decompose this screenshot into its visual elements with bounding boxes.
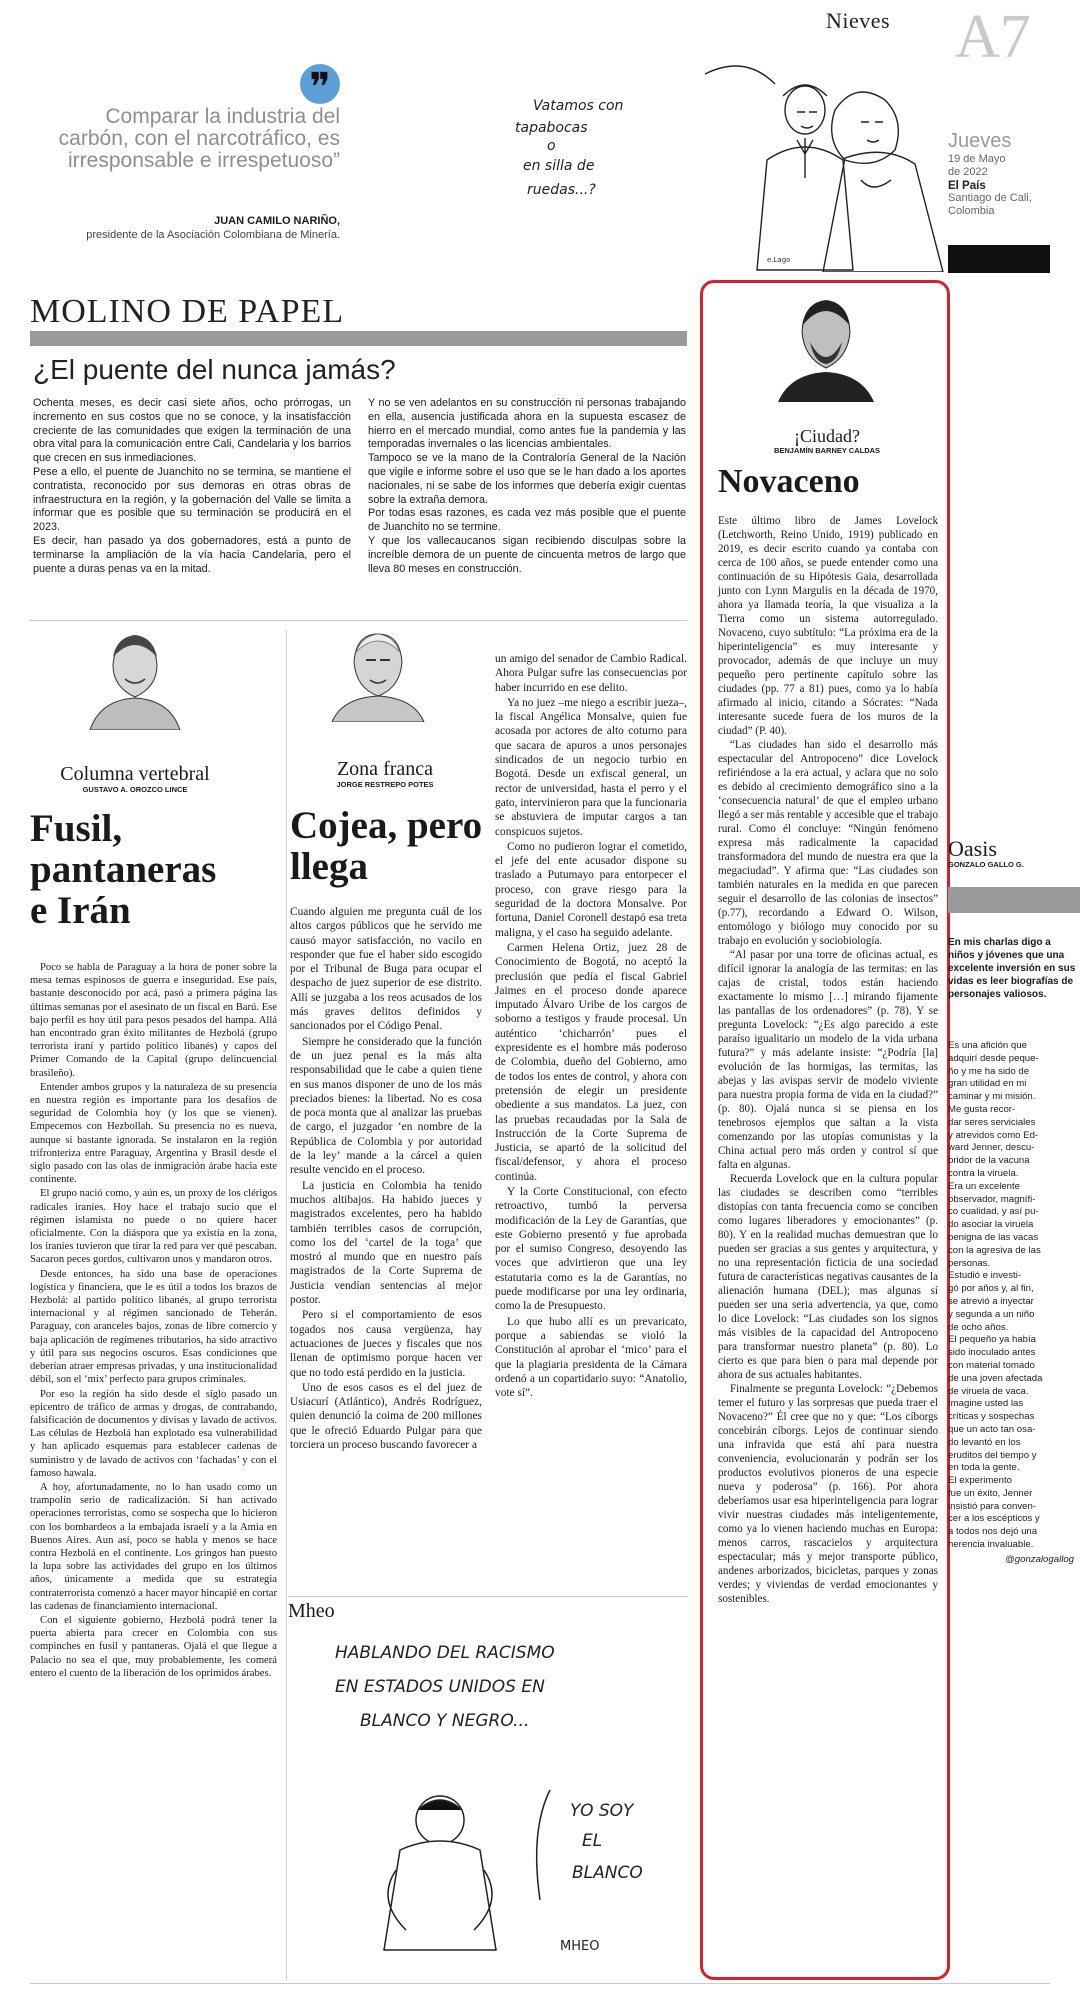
oasis-line: contra la viruela. bbox=[948, 1167, 1019, 1179]
oasis-line: eruditos del tiempo y bbox=[948, 1449, 1037, 1461]
oasis-line: Imagine usted las bbox=[948, 1398, 1024, 1410]
section-rule bbox=[30, 331, 687, 346]
mheo-signature: MHEO bbox=[560, 1939, 600, 1954]
column-author: GUSTAVO A. OROZCO LINCE bbox=[82, 785, 188, 794]
editorial-para: Y que los vallecaucanos sigan recibiendo disculpas sobre la increíble demora de un puente de cincuenta metros de largo que lleva 80 meses en construcción. bbox=[368, 534, 686, 575]
date-label: 19 de Mayo de 2022 bbox=[948, 153, 1006, 178]
article-para: “Las ciudades han sido el desarrollo más espectacular del Antropoceno” dice Lovelock refiriéndose a la era actual, y aclara que no solo es debido al crecimiento demográfico sino a la ‘consecuencia natural’ de que el empleo urbano llegó a ser más rentable y accesible que el trabajo rural. Como él concluye: “Ningún fenómeno expresa más radicalmente la capacidad transformadora del mundo de nuestra era que la megaciudad”. Y afirma que: “Las ciudades son también naturales en la medida en que parecen seguir el desarrollo de las colonias de insectos” (p.77), recordando a Edward O. Wilson, entomólogo y biólogo muy conocido por su trabajo en evolución y sociobiología. bbox=[718, 739, 938, 947]
oasis-line: en toda la gente. bbox=[948, 1462, 1020, 1474]
paper-label: El País bbox=[948, 180, 986, 192]
editorial-para: Pese a ello, el puente de Juanchito no se termina, se mantiene el contratista, reconocido por sus demoras en otras obras de infraestructura en la región, y la gobernación del Valle se limita a informar que es posible que su terminación se producirá en el 2023. bbox=[33, 465, 351, 534]
date-block bbox=[948, 130, 1078, 218]
oasis-line: gó por años y, al fin, bbox=[948, 1283, 1034, 1295]
oasis-line: insistió para conven- bbox=[948, 1500, 1036, 1512]
place-label: Santiago de Cali, Colombia bbox=[948, 192, 1032, 217]
article-body-col-1 bbox=[290, 905, 482, 1453]
article-para: Lo que hubo allí es un prevaricato, porque a sabiendas se violó la Constitución al aprobar el ‘mico’ para el que la plagiaria presidenta de la Cámara ordenó a un copartidario suyo: “Anatolio, vote sí”. bbox=[495, 1315, 687, 1400]
divider bbox=[30, 1983, 1050, 1984]
article-para: Desde entonces, ha sido una base de operaciones logística y financiera, que le es útil a todos los brazos de Hezbolá: al partido político libanés, al grupo terrorista internacional y al régimen sancionado de Teherán. Paraguay, con aranceles bajos, zonas de libre comercio y baja aplicación de regímenes tributarios, ha sido atractivo y útil para sus negocios oscuros. Esas condiciones que deberían atraer empresas privadas, y una institucionalidad débil, son el ‘mix’ perfecto para grupos criminales. bbox=[30, 1268, 277, 1386]
article-para: Poco se habla de Paraguay a la hora de poner sobre la mesa temas espinosos de guerra e inseguridad. Ese país, bastante desconocido por acá, pasó a primera página las últimas semanas por el asesinato de un fiscal en Barú. Ese bajo perfil es hoy útil para pesos pesados del hampa. Allá han encontrado gran éxito militantes de Hezbolá (grupo terrorista iraní y partido político libanés) y capos del Primer Comando de la Capital (grupo delincuencial brasileño). bbox=[30, 962, 277, 1079]
oasis-line: que un acto tan osa- bbox=[948, 1423, 1036, 1435]
quote-text: Comparar la industria del carbón, con el narcotráfico, es irresponsable e irrespetuoso” bbox=[58, 105, 340, 172]
article-para: Cuando alguien me pregunta cuál de los altos cargos públicos que he servido me causó mayor satisfacción, no vacilo en responder que fue el haber sido escogido por el Tribunal de Buga para ocupar el despacho de juez superior de ese distrito. Allí se juzgaba a los reos acusados de los más graves delitos definidos y sancionados por el Código Penal. bbox=[290, 906, 482, 1033]
divider bbox=[30, 620, 687, 621]
oasis-line: Es una afición que bbox=[948, 1040, 1027, 1051]
column-name: Zona franca bbox=[336, 758, 434, 780]
oasis-line: cer a los escépticos y bbox=[948, 1513, 1040, 1525]
oasis-line: críticas y sospechas bbox=[948, 1411, 1035, 1423]
article-body bbox=[718, 514, 938, 1606]
column-name: ¡Ciudad? bbox=[794, 426, 860, 446]
editorial-para: Y no se ven adelantos en su construcción ni personas trabajando en ella, ausencia justificada ahora en la supuesta escasez de hierro en el mercado mundial, como antes fue la pandemia y las temporadas invernales o las licencias ambientales. bbox=[368, 397, 686, 451]
oasis-line: de una joven afectada bbox=[948, 1372, 1043, 1384]
oasis-line: y segunda a un niño bbox=[948, 1308, 1035, 1320]
author-photo bbox=[80, 625, 190, 730]
article-para: Carmen Helena Ortiz, juez 28 de Conocimiento de Bogotá, no aceptó la preclusión que pedía el fiscal Gabriel Jaimes en el proceso donde aparece imputado Álvaro Uribe de los cargos de soborno a testigos y fraude procesal. Un auténtico ‘chicharrón’ pues el expresidente es el hombre más poderoso de Colombia, dueño del Gobierno, amo de todos los entes de control, y ahora con pretensión de elegir un presidente obediente a sus mandatos. La juez, con las pruebas recaudadas por la Sala de Instrucción de la Corte Suprema de Justicia, se apartó de la solicitud del fiscal/defensor, y ahora el proceso continúa. bbox=[495, 941, 687, 1183]
oasis-line: do levantó en los bbox=[948, 1436, 1021, 1448]
cartoon-signature: e.Lago bbox=[767, 256, 791, 264]
article-para: Finalmente se pregunta Lovelock: “¿Debemos temer el futuro y las sorpresas que pueda traer el Novaceno?” Él cree que no y que: “Los cíborgs concebirán cíborgs. Lejos de continuar siendo una infravida que está ahí para nuestra conveniencia, evolucionarán y podrán ser los productos evolutivos pioneros de una especie nueva y poderosa” (p. 166). Por ahora deberíamos usar esa hiperinteligencia para lograr vivir nuestras ciudades más inteligentemente, como ya lo vienen haciendo muchas en Europa: menos carros, rascacielos y arquitectura espectacular; más y mejor transporte público, andenes arborizados, bicicletas, parques y zonas verdes; y viviendas de verdad emocionantes y sostenibles. bbox=[718, 1383, 938, 1605]
quote-role: presidente de la Asociación Colombiana de Minería. bbox=[86, 229, 340, 241]
column-author: GONZALO GALLO G. bbox=[948, 860, 1024, 869]
mheo-line-1: HABLANDO DEL RACISMO bbox=[335, 1643, 555, 1663]
oasis-body bbox=[948, 1040, 1080, 1567]
article-para: Entender ambos grupos y la naturaleza de su presencia en nuestra región es importante para los desafíos de seguridad de Colombia hoy (y los que se vienen). Empecemos con Hezbollah. Su presencia no es nueva, aunque sí bastante ignorada. Se instalaron en la región trifronteriza entre Paraguay, Argentina y Brasil desde el siglo pasado con las olas de inmigración árabe hacia este continente. bbox=[30, 1081, 277, 1186]
oasis-line: benigna de las vacas bbox=[948, 1231, 1039, 1243]
column-author: BENJAMÍN BARNEY CALDAS bbox=[773, 446, 881, 455]
cartoon-label: Mheo bbox=[288, 1600, 335, 1622]
oasis-line: con material tomado bbox=[948, 1359, 1035, 1371]
section-title: MOLINO DE PAPEL bbox=[30, 293, 345, 330]
editorial-para: Por todas esas razones, es cada vez más posible que el puente de Juanchito no se termine. bbox=[368, 507, 686, 534]
oasis-line: ño y me ha sido de bbox=[948, 1065, 1030, 1077]
article-para: Pero si el comportamiento de esos togados nos causa vergüenza, hay actuaciones de jueces y fiscales que nos llenan de optimismo porque hacen ver que no todo está perdido en la justicia. bbox=[290, 1309, 482, 1379]
article-para: Como no pudieron lograr el cometido, el jefe del ente acusador dispone su traslado a Putumayo para entorpecer el proceso, con grave riesgo para la seguridad de la doctora Monsalve. Por fortuna, Daniel Coronell destapó esa treta maligna, y el caso ha seguido adelante. bbox=[495, 840, 687, 939]
section-name: Nieves bbox=[826, 8, 891, 33]
oasis-line: personas. bbox=[948, 1257, 991, 1269]
quote-author: JUAN CAMILO NARIÑO, bbox=[214, 215, 340, 227]
oasis-line: adquirí desde peque- bbox=[948, 1052, 1039, 1064]
article-para: El grupo nació como, y aún es, un proxy de los clérigos radicales iraníes. Hoy hace el trabajo sucio que el régimen islamista no puede o no quiere hacer oficialmente. Con la diáspora que ya existía en la zona, los iraníes tuvieron que tirar la red para ver qué pescaban. Sacaron peces gordos, cultivaron unos y mandaron otros. bbox=[30, 1188, 277, 1266]
oasis-line: El pequeño ya había bbox=[948, 1334, 1037, 1346]
oasis-line: de ocho años. bbox=[948, 1321, 1009, 1333]
oasis-line: Era un excelente bbox=[948, 1180, 1020, 1192]
article-para: Este último libro de James Lovelock (Letchworth, Reino Unido, 1919) publicado en 2019, es decir escrito cuando ya contaba con cerca de 100 años, se puede entender como una continuación de su Hipótesis Gaia, desarrollada junto con Lynn Margulis en la década de 1970, ahora ya llamada teoría, la que visualiza a la Tierra como un sistema autorregulado. Novaceno, cuyo subtítulo: “La próxima era de la hiperinteligencia” es muy interesante y provocador, además de que incluye un muy pequeño pero pertinente capítulo sobre las ciudades (pp. 77 a 81) pues, como ya lo había afirmado al inicio, citando a Sócrates: “Nada interesante sucede fuera de los muros de la ciudad” (P. 40). bbox=[718, 515, 938, 737]
oasis-line: El experimento bbox=[948, 1475, 1012, 1487]
column-author: JORGE RESTREPO POTES bbox=[336, 780, 434, 789]
oasis-line: y atrevidos como Ed- bbox=[948, 1129, 1039, 1141]
oasis-line: caminar y mi misión. bbox=[948, 1091, 1036, 1103]
editorial-para: Ochenta meses, es decir casi siete años, ocho prórrogas, un incremento en sus costos que no se conoce, y la insatisfacción creciente de las comunidades que exigen la terminación de una obra vital para la comunicación entre Cali, Candelaria y los barrios que crecen en sus inmediaciones. bbox=[33, 397, 351, 465]
oasis-line: sido inoculado antes bbox=[948, 1347, 1036, 1359]
article-body-col-2 bbox=[495, 652, 687, 1401]
article-body bbox=[30, 961, 277, 1681]
mheo-bubble-1: YO SOY bbox=[570, 1801, 634, 1821]
mheo-line-2: EN ESTADOS UNIDOS EN bbox=[335, 1677, 545, 1697]
article-para: “Al pasar por una torre de oficinas actual, es difícil ignorar la analogía de las termitas: en las cajas de cristal, todos están haciendo exactamente lo mismo […] mirando fijamente las pantallas de los ordenadores” (p. 78). Y se pregunta Lovelock: “¿Es algo parecido a este paraíso igualitario un modelo de la vida urbana futura?” y más adelante insiste: “¿Podría [la] evolución de las hormigas, las termitas, las abejas y las avispas servir de modelo viviente para nuestra propia forma de vida en la ciudad?” (p. 80). Ojalá nunca si se piensa en los tenebrosos ejemplos que saltan a la vista comenzando por las utopías comunistas y la China actual pero más orden y control sí que falta en algunas. bbox=[718, 949, 938, 1171]
oasis-line: a todos nos dejó una bbox=[948, 1526, 1038, 1538]
oasis-line: do asociar la viruela bbox=[948, 1219, 1034, 1231]
editorial-headline: ¿El puente del nunca jamás? bbox=[33, 354, 396, 385]
article-para: Por eso la región ha sido desde el siglo pasado un epicentro de tráfico de armas y drogas, de contrabando, falsificación de documentos y divisas y lavado de activos. Las células de Hezbolá han explotado esa vulnerabilidad y han aplicado esquemas para establecer cadenas de suministro y de lavado de activos con ‘fachadas’ y con el famoso hawala. bbox=[30, 1388, 277, 1479]
oasis-rule bbox=[948, 887, 1080, 913]
oasis-line: co cualidad, y así pu- bbox=[948, 1206, 1039, 1218]
article-para: Recuerda Lovelock que en la cultura popular las ciudades se describen como “terribles distopías con tanta frecuencia como se conciben como lugares liberadores y emocionantes” (p. 80). Y en la realidad muchas demuestran que lo pueden ser gracias a sus gentes y arquitectura, y no una representación ficticia de una sociedad futura de características negativas causantes de la alienación humana (DEL); mas algunas sí pueden ser una seria advertencia, ya que, como lo dice Lovelock: “Las ciudades son los signos más visibles de la capacidad del Antropoceno para transformar nuestro planeta” (p. 80). Lo cierto es que para bien o para mal depende por ahora de sus actuales habitantes. bbox=[718, 1173, 938, 1381]
article-headline: Cojea, pero llega bbox=[290, 804, 483, 888]
author-photo bbox=[776, 292, 876, 402]
editorial-para: Es decir, han pasado ya dos gobernadores, está a punto de terminarse la ampliación de la vía hacia Candelaria, pero el puente a duras penas va en la mitad. bbox=[33, 534, 351, 575]
oasis-line: bridor de la vacuna bbox=[948, 1155, 1030, 1167]
oasis-lead: En mis charlas digo a niños y jóvenes que una excelente inversión en sus vidas es leer biografías de personajes valiosos. bbox=[948, 937, 1076, 1000]
day-label: Jueves bbox=[948, 130, 1012, 152]
article-para: un amigo del senador de Cambio Radical. Ahora Pulgar sufre las consecuencias por haber incurrido en ese delito. bbox=[495, 653, 687, 694]
editorial-col-1 bbox=[33, 397, 351, 576]
cartoon-line-2: tapabocas bbox=[515, 120, 588, 136]
editorial-para: Tampoco se ve la mano de la Contraloría General de la Nación que vigile e informe sobre el uso que se le han dado a los aportes nacionales, ni se sabe de los informes que debería exigir cuentas sobre la extraña demora. bbox=[368, 452, 686, 506]
black-bar bbox=[948, 245, 1050, 273]
mheo-bubble-3: BLANCO bbox=[572, 1863, 643, 1883]
cartoon-line-4: en silla de bbox=[523, 158, 595, 174]
oasis-line: observador, magnífi- bbox=[948, 1193, 1036, 1205]
oasis-line: herencia invaluable. bbox=[948, 1539, 1034, 1551]
article-para: Con el siguiente gobierno, Hezbolá podrá tener la puerta abierta para crecer en Colombia con sus compinches en fusil y pantaneras. Ojalá el que llegue a Palacio no sea el que, muy probablemente, les comerá entero el cuento de la liberación de los oprimidos árabes. bbox=[30, 1614, 277, 1679]
column-name: Columna vertebral bbox=[60, 763, 210, 785]
page-number: A7 bbox=[955, 3, 1031, 71]
oasis-handle: @gonzalogallog bbox=[1005, 1553, 1074, 1565]
column-divider bbox=[286, 630, 287, 1980]
article-para: Uno de esos casos es el del juez de Usiacurí (Atlántico), Andrés Rodríguez, quien denunció la coima de 200 millones que le ofreció Eduardo Pulgar para que torciera un proceso buscando favorecer a bbox=[290, 1381, 482, 1451]
oasis-line: con la agresiva de las bbox=[948, 1244, 1041, 1256]
editorial-col-2 bbox=[368, 397, 686, 576]
oasis-line: gran utilidad en mi bbox=[948, 1078, 1027, 1090]
oasis-line: Estudió e investi- bbox=[948, 1270, 1022, 1282]
mheo-bubble-2: EL bbox=[582, 1831, 603, 1851]
oasis-line: de viruela de vaca. bbox=[948, 1385, 1029, 1397]
divider bbox=[288, 1596, 688, 1597]
article-headline: Fusil, pantaneras e Irán bbox=[30, 807, 217, 932]
oasis-line: ward Jenner, descu- bbox=[948, 1142, 1035, 1154]
article-para: Y la Corte Constitucional, con efecto retroactivo, tumbó la perversa modificación de la Ley de Garantías, que este Gobierno presentó y fue aprobada por el sumiso Congreso, desoyendo las voces que advirtieron que una ley estatutaria como es la de Garantías, no puede modificarse por una ley ordinaria, como la de Presupuesto. bbox=[495, 1185, 687, 1313]
mheo-line-3: BLANCO Y NEGRO... bbox=[360, 1711, 530, 1731]
article-headline: Novaceno bbox=[718, 463, 860, 500]
cartoon-line-3: o bbox=[547, 138, 556, 154]
article-para: La justicia en Colombia ha tenido muchos altibajos. Ha habido jueces y magistrados excelentes, pero ha habido también terribles casos de corrupción, como los del ‘cartel de la toga’ que mostró al mundo que en nuestro país magistrados de la Corte Suprema de Justicia vendían sentencias al mejor postor. bbox=[290, 1179, 482, 1307]
oasis-line: se atrevió a inyectar bbox=[948, 1295, 1034, 1307]
author-photo bbox=[328, 622, 428, 722]
article-para: Siempre he considerado que la función de un juez penal es la más alta responsabilidad que le cabe a quien tiene en sus manos disponer de uno de los más preciados bienes: la libertad. No es cosa de poca monta que al analizar las pruebas de cargo, el juzgador ‘en nombre de la República de Colombia y por autoridad de la ley’ mande a la cárcel a quien resulte vencido en el proceso. bbox=[290, 1035, 482, 1177]
column-name: Oasis bbox=[948, 836, 997, 861]
quote-mark-icon: ❞ bbox=[300, 64, 340, 104]
top-cartoon bbox=[505, 40, 955, 272]
mheo-cartoon bbox=[300, 1630, 685, 1980]
oasis-line: dar seres serviciales bbox=[948, 1116, 1036, 1128]
oasis-line: Me gusta recor- bbox=[948, 1103, 1016, 1115]
cartoon-line-5: ruedas...? bbox=[527, 182, 596, 198]
article-para: Ya no juez –me niego a escribir jueza–, la fiscal Angélica Monsalve, quien fue acosada por actores de alto coturno para que sacara de apuros a unos personajes sindicados de un negocio turbio en Bogotá. Desde un exfiscal general, un rector de universidad, hasta el perro y el gato, intervinieron para que la funcionaria se abstuviera de imputar cargos a tan conspicuos sujetos. bbox=[495, 696, 687, 838]
cartoon-line-1: Vatamos con bbox=[533, 98, 624, 114]
article-para: A hoy, afortunadamente, no lo han usado como un trampolín serio de radicalización. Si han activado operaciones terroristas, como se sospecha que lo hicieron con los bombardeos a la embajada israelí y a la Amia en Buenos Aires. Aun así, poco se habla y menos se hace contra Hezbolá en el continente. Los gringos han puesto la lupa sobre las actividades del grupo en los últimos años, únicamente a medida que su estrategia contraterrorista comenzó a hacer mayor hincapié en cortar las cadenas de financiamiento internacional. bbox=[30, 1481, 277, 1612]
oasis-line: fue un éxito, Jenner bbox=[948, 1487, 1033, 1499]
